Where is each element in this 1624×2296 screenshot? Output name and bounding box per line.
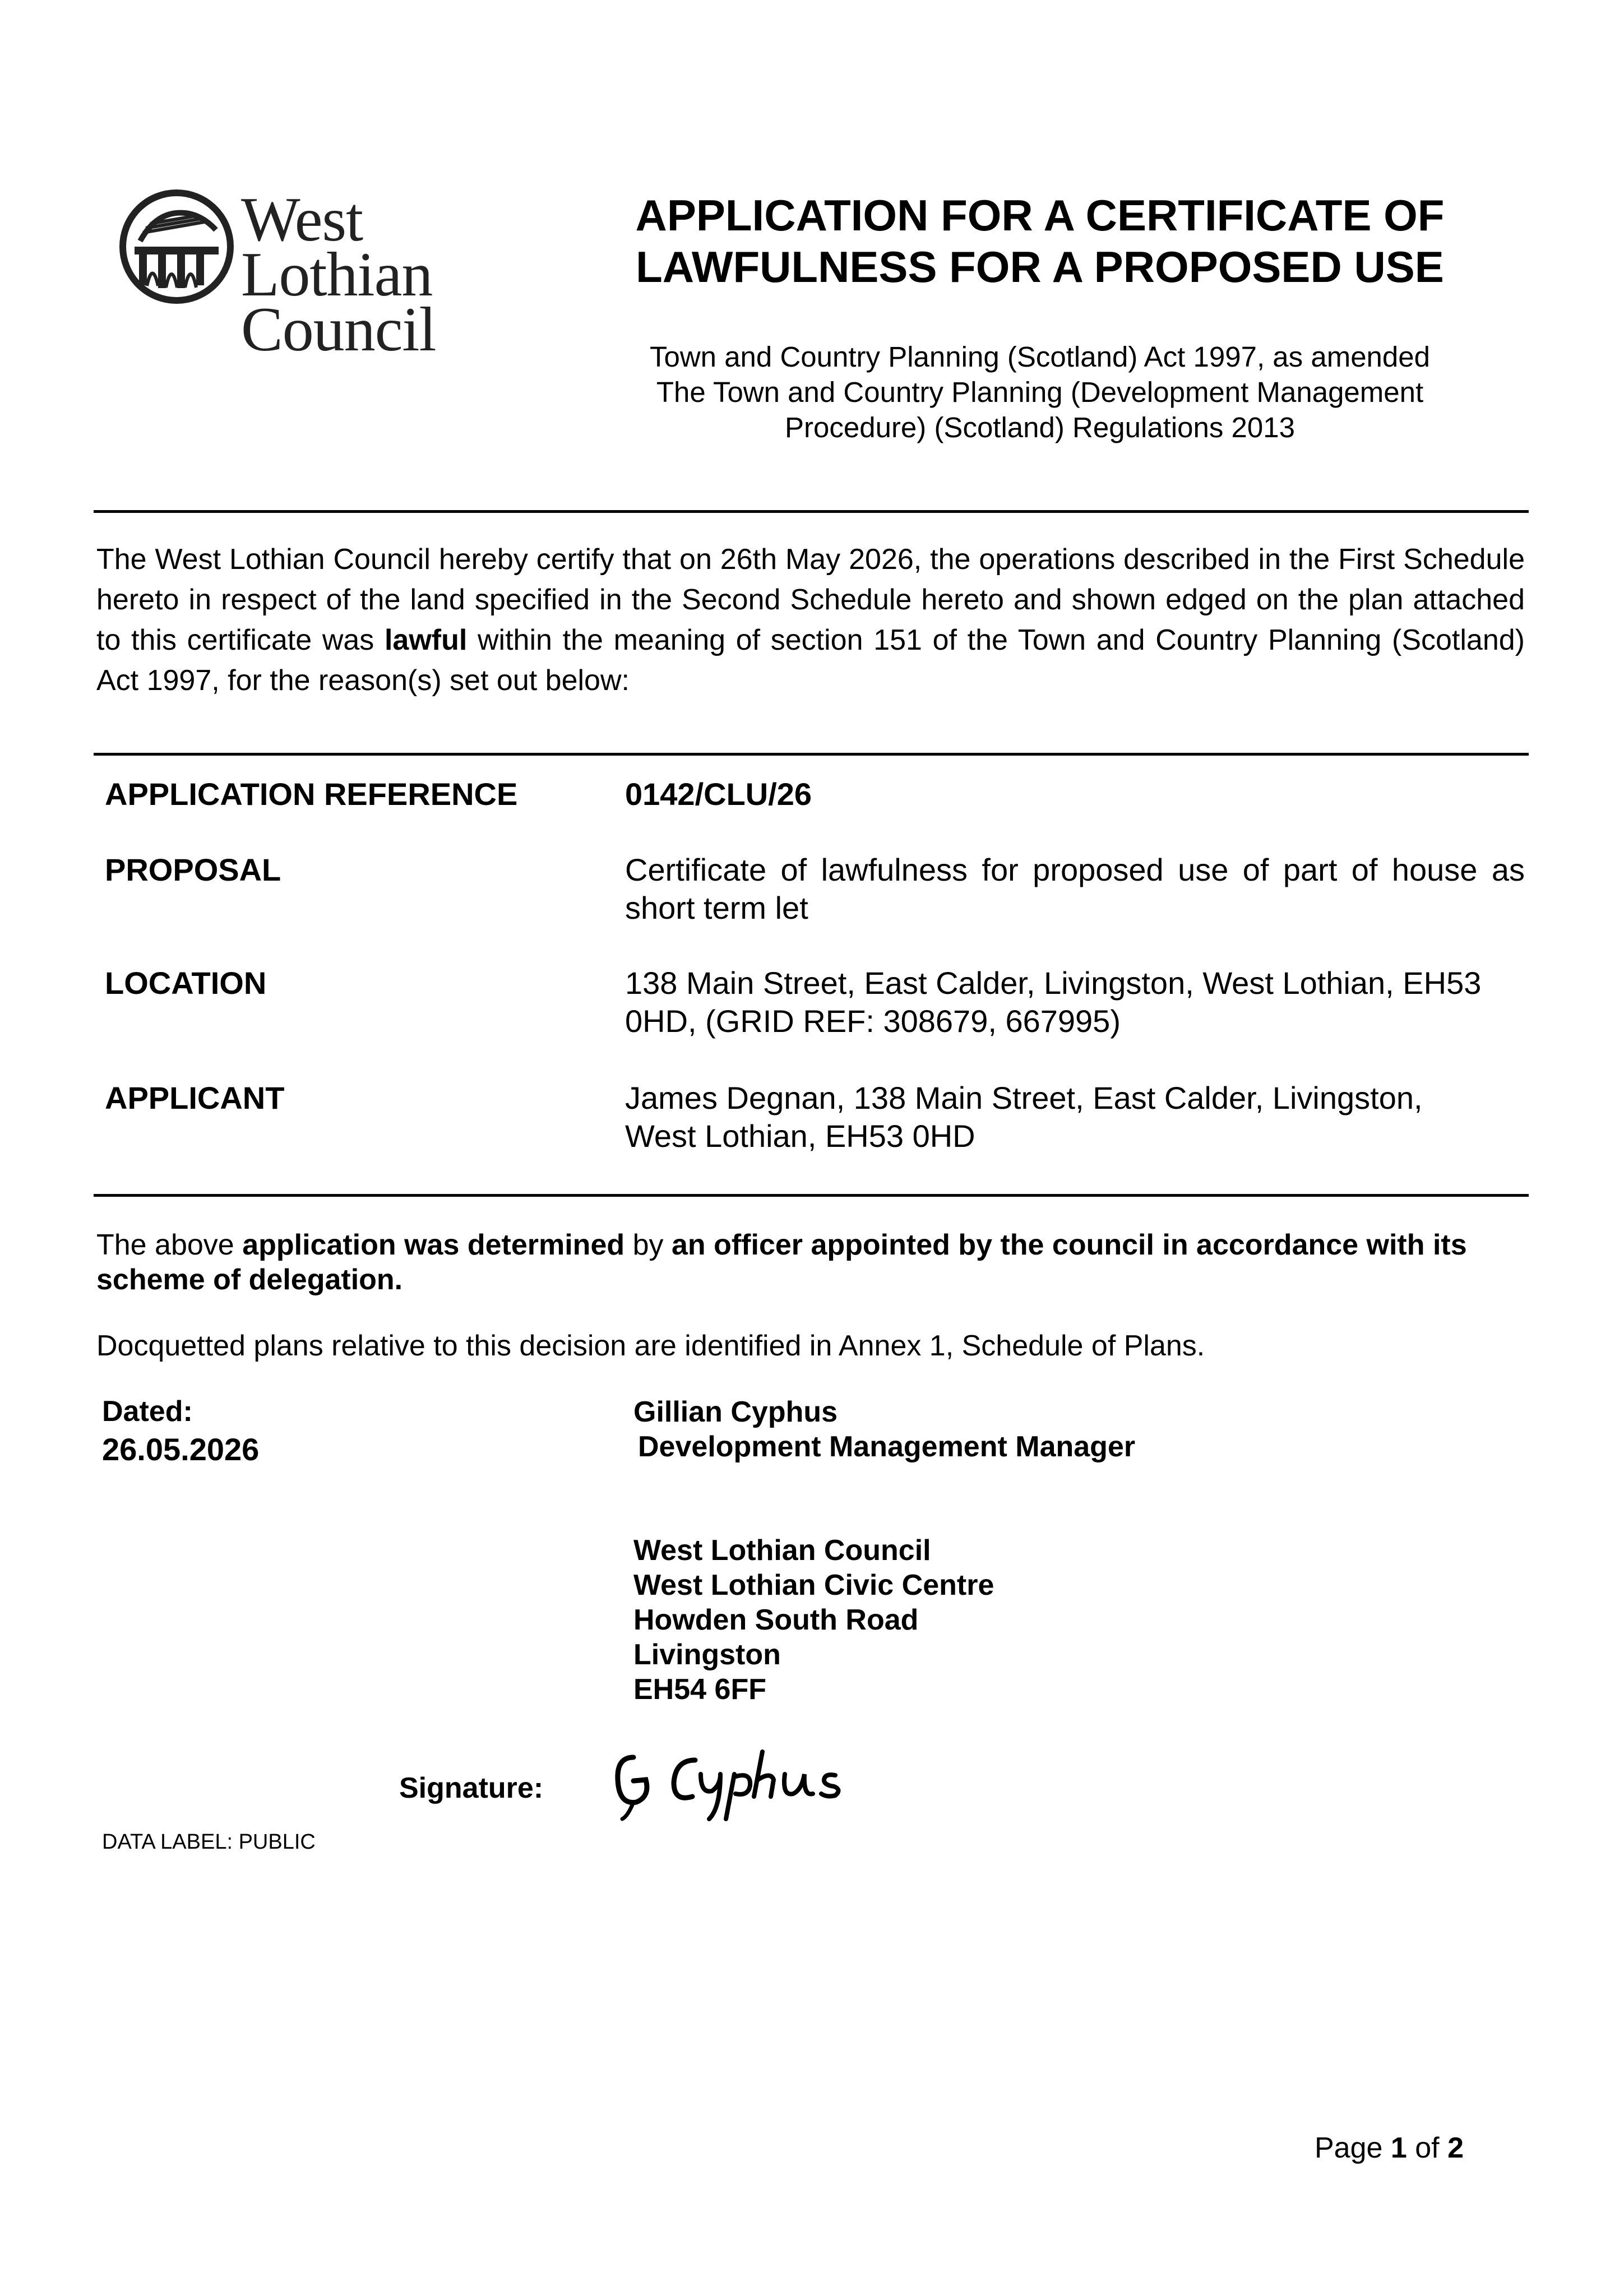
proposal-value: Certificate of lawfulness for proposed use of part of house as short term let: [625, 852, 1525, 925]
dated-value: 26.05.2026: [102, 1432, 260, 1467]
divider-bottom: [94, 1194, 1529, 1197]
address-line4: Livingston: [633, 1638, 781, 1671]
determination-b2: an officer appointed by the council in accordance with its scheme of delegation.: [96, 1229, 1467, 1296]
council-logo: [118, 185, 566, 364]
page-number: [1315, 2131, 1464, 2165]
location-line1: 138 Main Street, East Calder, Livingston, West Lothian, EH53: [625, 965, 1482, 1001]
logo-wordmark: [241, 185, 566, 364]
address-line5: EH54 6FF: [633, 1673, 766, 1706]
acts-line3: Procedure) (Scotland) Regulations 2013: [784, 411, 1296, 443]
page-total: 2: [1447, 2132, 1464, 2164]
data-classification-label: DATA LABEL: PUBLIC: [102, 1830, 316, 1854]
applicant-line1: James Degnan, 138 Main Street, East Calder, Livingston,: [625, 1080, 1423, 1115]
title-line2: LAWFULNESS FOR A PROPOSED USE: [636, 242, 1444, 291]
determination-t1: The above: [96, 1229, 243, 1261]
acts-line2: The Town and Country Planning (Development Management: [656, 376, 1424, 408]
officer-block: [633, 1395, 1135, 1464]
location-line2: 0HD, (GRID REF: 308679, 667995): [625, 1003, 1121, 1039]
location-label: LOCATION: [105, 965, 267, 1001]
address-line3: Howden South Road: [633, 1604, 919, 1636]
certification-statement: [96, 539, 1525, 701]
title-line1: APPLICATION FOR A CERTIFICATE OF: [635, 191, 1445, 240]
logo-line1: West Lothian: [241, 185, 433, 309]
applicant-value: [625, 1079, 1525, 1155]
handwritten-signature: [611, 1740, 903, 1825]
address-line1: West Lothian Council: [633, 1534, 931, 1567]
reference-label: APPLICATION REFERENCE: [105, 776, 518, 812]
council-address: [633, 1533, 994, 1707]
intro-text-before: The West Lothian Council hereby certify that on 26th May 2026, the operations described in the First Schedule hereto in respect of the land specified in the Second Schedule hereto and shown edged on the plan attached to this certificate was: [96, 543, 1525, 656]
dated-label: Dated:: [102, 1395, 193, 1428]
page-prefix: Page: [1315, 2132, 1391, 2164]
viaduct-crest-icon: [118, 188, 235, 305]
signature-label: Signature:: [399, 1772, 544, 1804]
intro-lawful: lawful: [384, 624, 468, 656]
applicant-label: APPLICANT: [105, 1080, 285, 1115]
applicant-line2: West Lothian, EH53 0HD: [625, 1118, 975, 1154]
document-title: [633, 189, 1446, 293]
address-line2: West Lothian Civic Centre: [633, 1569, 994, 1601]
proposal-label: PROPOSAL: [105, 852, 281, 887]
legislation-reference: [633, 339, 1446, 445]
page-middle: of: [1406, 2132, 1448, 2164]
officer-role: Development Management Manager: [638, 1431, 1136, 1463]
docquetted-plans-note: Docquetted plans relative to this decision are identified in Annex 1, Schedule of Plans.: [96, 1330, 1205, 1362]
officer-name: Gillian Cyphus: [633, 1396, 838, 1428]
reference-value: 0142/CLU/26: [625, 776, 812, 812]
logo-line2: Council: [241, 295, 436, 364]
acts-line1: Town and Country Planning (Scotland) Act 1997, as amended: [649, 341, 1431, 373]
divider-top: [94, 510, 1529, 513]
intro-text-after: within the meaning of section 151 of the Town and Country Planning (Scotland) Act 1997, for the reason(s) set out below:: [96, 624, 1525, 697]
divider-middle: [94, 753, 1529, 756]
determination-t2: by: [624, 1229, 672, 1261]
page-current: 1: [1390, 2132, 1407, 2164]
determination-b1: application was determined: [242, 1229, 625, 1261]
location-value: [625, 964, 1525, 1040]
determination-statement: [96, 1228, 1525, 1297]
